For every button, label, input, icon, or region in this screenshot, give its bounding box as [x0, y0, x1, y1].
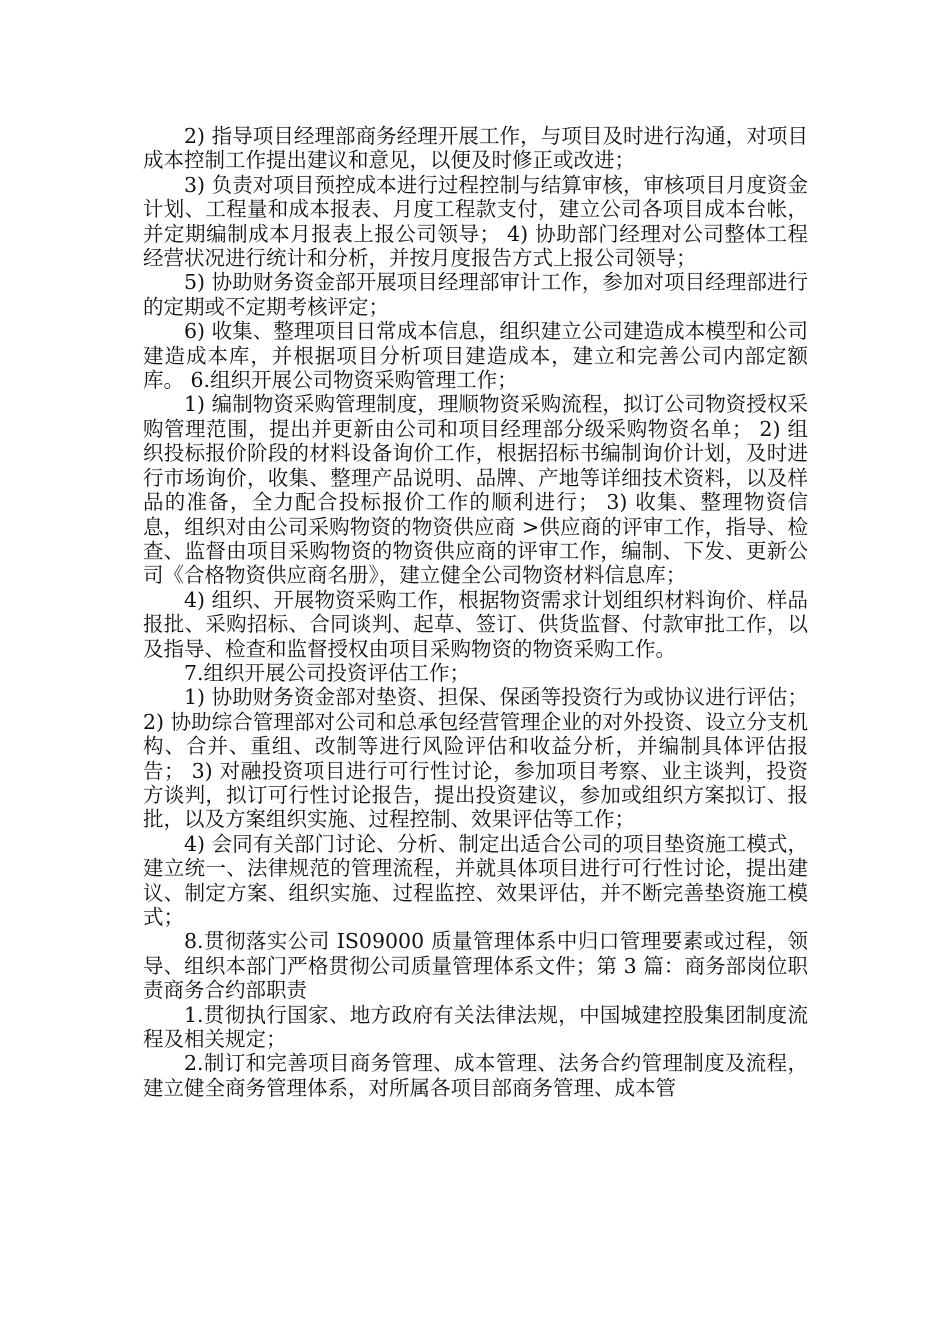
paragraph-2: 3) 负责对项目预控成本进行过程控制与结算审核，审核项目月度资金计划、工程量和成本报表、月度工程款支付，建立公司各项目成本台帐，并定期编制成本月报表上报公司领导； 4) 协助部门经理对公司整体工程经营状况进行统计和分析，并按月度报告方式上报公司领导；	[143, 172, 808, 271]
paragraph-5: 1) 编制物资采购管理制度，理顺物资采购流程，拟订公司物资授权采购管理范围，提出并更新由公司和项目经理部分级采购物资名单； 2) 组织投标报价阶段的材料设备询价工作，根据招标书编制询价计划，及时进行市场询价，收集、整理产品说明、品牌、产地等详细技术资料，以及样品的准备，全力配合投标报价工作的顺利进行； 3) 收集、整理物资信息，组织对由公司采购物资的物资供应商 >供应商的评审工作，指导、检查、监督由项目采购物资的物资供应商的评审工作，编制、下发、更新公司《合格物资供应商名册》，建立健全公司物资材料信息库；	[143, 392, 808, 588]
paragraph-12: 2.制订和完善项目商务管理、成本管理、法务合约管理制度及流程，建立健全商务管理体系，对所属各项目部商务管理、成本管	[143, 1051, 808, 1100]
paragraph-9: 4) 会同有关部门讨论、分析、制定出适合公司的项目垫资施工模式，建立统一、法律规范的管理流程，并就具体项目进行可行性讨论，提出建议、制定方案、组织实施、过程监控、效果评估，并不断完善垫资施工模式；	[143, 831, 808, 929]
paragraph-7: 7.组织开展公司投资评估工作；	[184, 660, 471, 685]
paragraph-3: 5) 协助财务资金部开展项目经理部审计工作，参加对项目经理部进行的定期或不定期考核评定；	[143, 270, 808, 319]
paragraph-11: 1.贯彻执行国家、地方政府有关法律法规，中国城建控股集团制度流程及相关规定；	[143, 1002, 808, 1052]
document-body	[143, 124, 808, 1100]
paragraph-4: 6) 收集、整理项目日常成本信息，组织建立公司建造成本模型和公司建造成本库，并根据项目分析项目建造成本，建立和完善公司内部定额库。 6.组织开展公司物资采购管理工作；	[143, 319, 808, 393]
paragraph-1: 2) 指导项目经理部商务经理开展工作，与项目及时进行沟通，对项目成本控制工作提出建议和意见，以便及时修正或改进；	[143, 124, 808, 173]
paragraph-6: 4) 组织、开展物资采购工作，根据物资需求计划组织材料询价、样品报批、采购招标、合同谈判、起草、签订、供货监督、付款审批工作，以及指导、检查和监督授权由项目采购物资的物资采购工作。	[143, 587, 808, 661]
paragraph-8: 1) 协助财务资金部对垫资、担保、保函等投资行为或协议进行评估； 2) 协助综合管理部对公司和总承包经营管理企业的对外投资、设立分支机构、合并、重组、改制等进行风险评估和收益分析，并编制具体评估报告； 3) 对融投资项目进行可行性讨论，参加项目考察、业主谈判，投资方谈判，拟订可行性讨论报告，提出投资建议，参加或组织方案拟订、报批，以及方案组织实施、过程控制、效果评估等工作；	[143, 685, 808, 832]
paragraph-10: 8.贯彻落实公司 IS09000 质量管理体系中归口管理要素或过程，领导、组织本部门严格贯彻公司质量管理体系文件；第 3 篇：商务部岗位职责商务合约部职责	[143, 929, 808, 1003]
